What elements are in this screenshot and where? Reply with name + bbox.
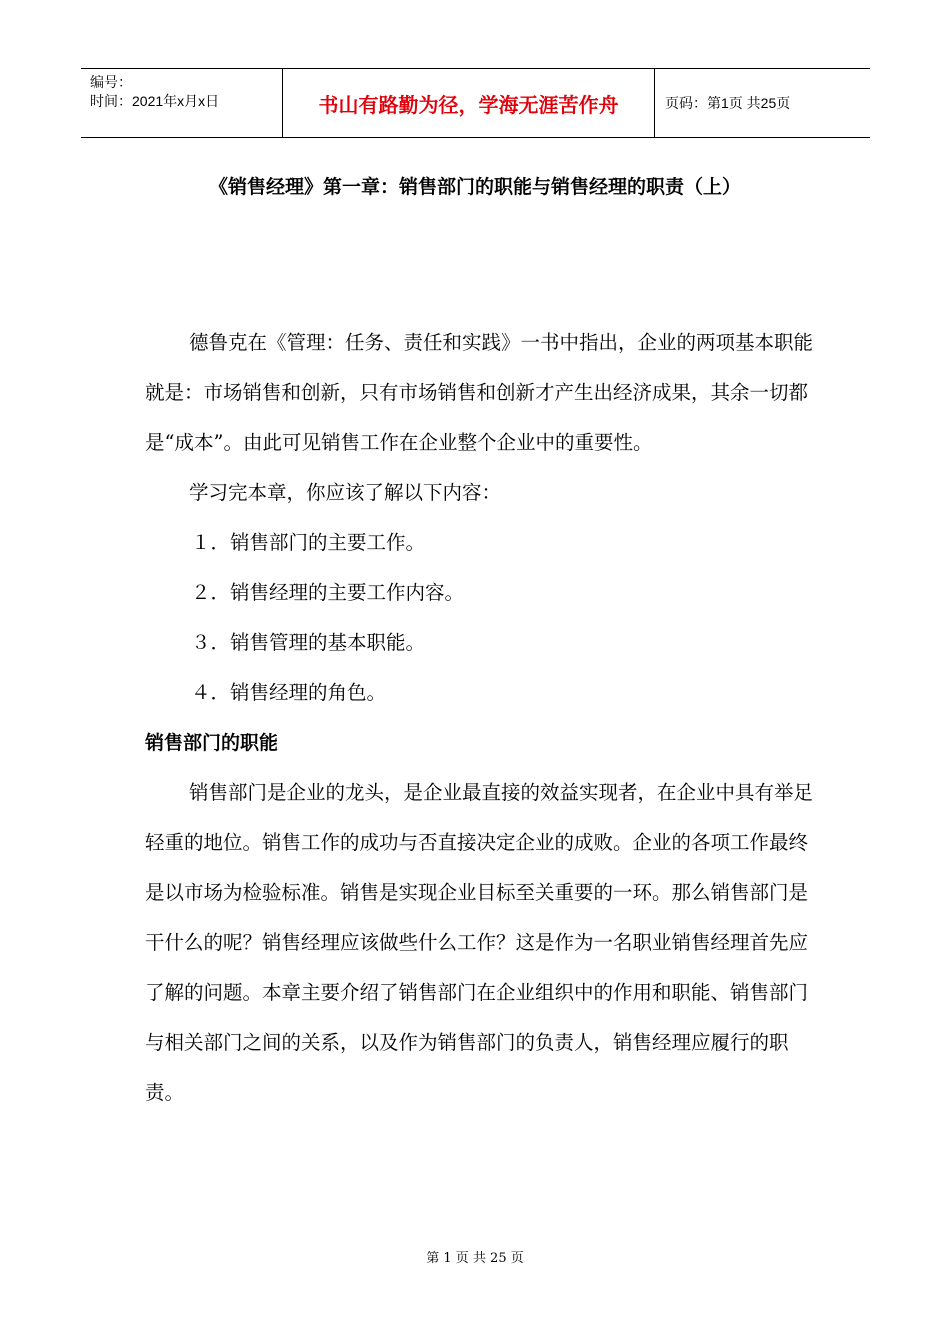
list-item: ４．销售经理的角色。 [191, 681, 387, 704]
page-footer: 第 1 页 共 25 页 [426, 1251, 524, 1266]
intro-paragraph: 德鲁克在《管理：任务、责任和实践》一书中指出，企业的两项基本职能就是：市场销售和创新，只有市场销售和创新才产生出经济成果，其余一切都是“成本”。由此可见销售工作在企业整个企业中的重要性。 [145, 331, 814, 454]
list-item: ２．销售经理的主要工作内容。 [191, 581, 465, 604]
header-page-cell [655, 69, 870, 137]
learn-intro: 学习完本章，你应该了解以下内容： [189, 481, 502, 504]
page-info: 页码：第1页 共25页 [665, 95, 791, 111]
section-heading: 销售部门的职能 [145, 732, 279, 754]
time-label: 时间：2021年x月x日 [90, 93, 220, 109]
serial-label: 编号： [90, 74, 132, 90]
document-title: 《销售经理》第一章：销售部门的职能与销售经理的职责（上） [208, 176, 741, 198]
header-motto-cell [283, 69, 655, 137]
section-paragraph: 销售部门是企业的龙头，是企业最直接的效益实现者，在企业中具有举足轻重的地位。销售工作的成功与否直接决定企业的成败。企业的各项工作最终是以市场为检验标准。销售是实现企业目标至关重要的一环。那么销售部门是干什么的呢？销售经理应该做些什么工作？这是作为一名职业销售经理首先应了解的问题。本章主要介绍了销售部门在企业组织中的作用和职能、销售部门与相关部门之间的关系，以及作为销售部门的负责人，销售经理应履行的职责。 [145, 781, 814, 1104]
list-item: １．销售部门的主要工作。 [191, 531, 426, 554]
list-item: ３．销售管理的基本职能。 [191, 631, 426, 654]
motto-text: 书山有路勤为径，学海无涯苦作舟 [318, 92, 619, 117]
header-meta-cell [81, 69, 283, 137]
document-body [145, 318, 815, 1118]
header-table [81, 68, 870, 138]
